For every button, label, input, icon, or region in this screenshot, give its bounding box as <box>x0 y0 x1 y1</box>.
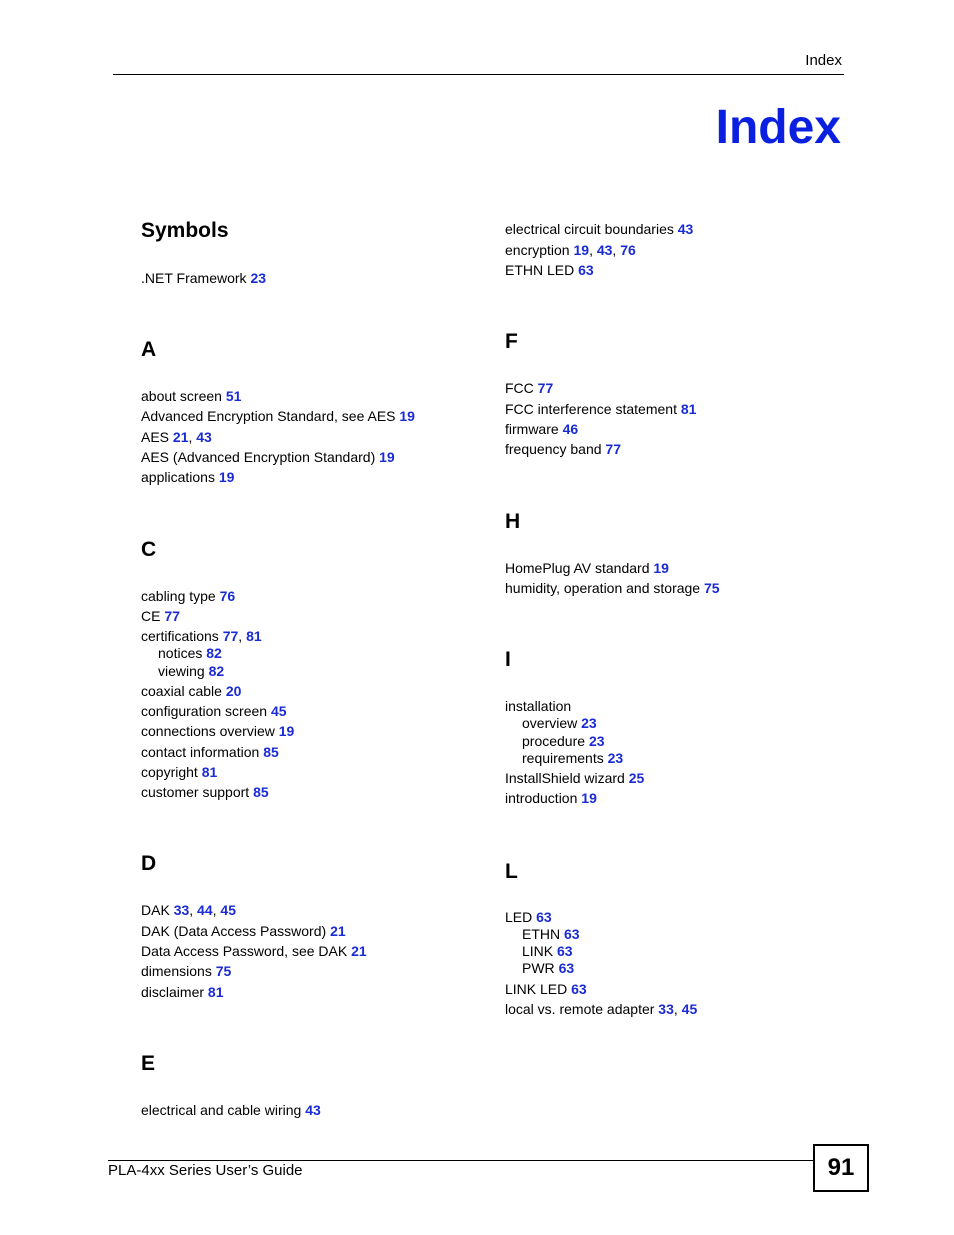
page-ref-link[interactable]: 43 <box>305 1102 321 1118</box>
page-ref-link[interactable]: 21 <box>351 943 367 959</box>
index-entry <box>141 703 287 720</box>
page-ref-link[interactable]: 63 <box>558 960 575 976</box>
index-entry <box>505 441 621 458</box>
page-ref-link[interactable]: 19 <box>573 242 590 258</box>
entry-term: electrical circuit boundaries <box>505 221 674 237</box>
entry-term: LINK <box>522 943 554 959</box>
entry-term: FCC <box>505 380 534 396</box>
page-ref-link[interactable]: 45 <box>220 902 236 918</box>
index-entry: local vs. remote adapter 33, 45 <box>505 1001 698 1017</box>
page-number: 91 <box>827 1154 855 1181</box>
page-ref-link[interactable]: 81 <box>207 984 224 1000</box>
page-ref-link[interactable]: 19 <box>581 790 597 806</box>
section-heading-d: D <box>141 852 157 875</box>
entry-term: dimensions <box>141 963 212 979</box>
entry-term: viewing <box>158 663 205 679</box>
entry-term: .NET Framework <box>141 270 247 286</box>
page-ref-link[interactable]: 19 <box>399 408 415 424</box>
section-heading-a: A <box>141 338 157 361</box>
index-entry <box>141 784 269 801</box>
footer-rule <box>108 1160 813 1161</box>
index-entry <box>141 388 241 405</box>
page-ref-link[interactable]: 45 <box>270 703 287 719</box>
index-entry <box>141 764 217 781</box>
index-entry <box>505 380 553 397</box>
entry-term: InstallShield wizard <box>505 770 625 786</box>
page-ref-link[interactable]: 77 <box>605 441 621 457</box>
page-ref-link[interactable]: 43 <box>596 242 613 258</box>
index-entry <box>505 909 552 926</box>
index-subentry <box>522 926 580 943</box>
index-entry <box>141 588 235 605</box>
page-ref-link[interactable]: 63 <box>578 262 594 278</box>
entry-term: FCC interference statement <box>505 401 677 417</box>
page-ref-link[interactable]: 23 <box>607 750 624 766</box>
index-entry: DAK 33, 44, 45 <box>141 902 236 918</box>
entry-term: overview <box>522 715 578 731</box>
page-ref-link[interactable]: 63 <box>564 926 580 942</box>
index-entry <box>141 449 395 466</box>
page-ref-link[interactable]: 33 <box>173 902 190 918</box>
index-entry <box>141 608 180 625</box>
index-entry <box>141 963 231 980</box>
section-heading-f: F <box>505 330 518 353</box>
entry-term: cabling type <box>141 588 216 604</box>
index-entry: certifications 77, 81 <box>141 628 262 644</box>
entry-term: firmware <box>505 421 559 437</box>
page-ref-link[interactable]: 76 <box>219 588 236 604</box>
entry-term: configuration screen <box>141 703 268 719</box>
index-entry <box>141 1102 321 1119</box>
page-ref-link[interactable]: 21 <box>330 923 346 939</box>
page-ref-link[interactable]: 46 <box>562 421 579 437</box>
page-ref-link[interactable]: 23 <box>581 715 597 731</box>
page-ref-link[interactable]: 25 <box>628 770 645 786</box>
section-heading-h: H <box>505 510 521 533</box>
section-heading-i: I <box>505 648 511 671</box>
index-entry <box>505 981 587 998</box>
page-number-box <box>813 1144 869 1192</box>
entry-term: connections overview <box>141 723 275 739</box>
page-ref-link[interactable]: 81 <box>201 764 218 780</box>
entry-term: certifications <box>141 628 219 644</box>
page-ref-link[interactable]: 23 <box>588 733 605 749</box>
entry-term: disclaimer <box>141 984 205 1000</box>
index-entry <box>505 790 597 807</box>
index-subentry <box>158 663 224 680</box>
entry-term: LINK LED <box>505 981 568 997</box>
page-ref-link[interactable]: 44 <box>197 902 213 918</box>
index-subentry <box>158 645 222 662</box>
page-ref-link[interactable]: 82 <box>208 663 225 679</box>
index-entry <box>505 560 669 577</box>
entry-term: ETHN LED <box>505 262 575 278</box>
page-ref-link[interactable]: 85 <box>253 784 269 800</box>
entry-term: DAK (Data Access Password) <box>141 923 327 939</box>
index-entry <box>141 270 266 287</box>
page-ref-link[interactable]: 51 <box>225 388 242 404</box>
index-entry <box>505 401 696 418</box>
entry-term: installation <box>505 698 572 714</box>
page-ref-link[interactable]: 21 <box>172 429 189 445</box>
page-ref-link[interactable]: 63 <box>536 909 552 925</box>
entry-term: local vs. remote adapter <box>505 1001 655 1017</box>
page-ref-link[interactable]: 77 <box>537 380 554 396</box>
index-entry <box>141 469 234 486</box>
page-ref-link[interactable]: 82 <box>206 645 222 661</box>
section-heading-symbols: Symbols <box>141 219 229 242</box>
entry-term: notices <box>158 645 203 661</box>
entry-term: encryption <box>505 242 570 258</box>
entry-term: customer support <box>141 784 250 800</box>
index-entry <box>505 580 720 597</box>
section-heading-e: E <box>141 1052 156 1075</box>
entry-term: Advanced Encryption Standard, see AES <box>141 408 396 424</box>
index-entry <box>141 723 294 740</box>
page-ref-link[interactable]: 85 <box>263 744 279 760</box>
entry-term: about screen <box>141 388 222 404</box>
page-ref-link[interactable]: 77 <box>164 608 180 624</box>
index-subentry <box>522 750 623 767</box>
entry-term: humidity, operation and storage <box>505 580 701 596</box>
page-ref-link[interactable]: 76 <box>620 242 636 258</box>
entry-term: procedure <box>522 733 586 749</box>
page-ref-link[interactable]: 20 <box>225 683 242 699</box>
index-entry: AES 21, 43 <box>141 429 212 445</box>
entry-term: coaxial cable <box>141 683 222 699</box>
entry-term: frequency band <box>505 441 602 457</box>
index-entry <box>141 984 223 1001</box>
page-ref-link[interactable]: 43 <box>196 429 212 445</box>
entry-term: PWR <box>522 960 555 976</box>
entry-term: requirements <box>522 750 604 766</box>
page-ref-link[interactable]: 19 <box>218 469 235 485</box>
page-ref-link[interactable]: 19 <box>653 560 669 576</box>
section-heading-l: L <box>505 860 518 883</box>
index-entry <box>505 770 644 787</box>
entry-term: copyright <box>141 764 198 780</box>
page-ref-link[interactable]: 19 <box>278 723 295 739</box>
footer-guide-title: PLA-4xx Series User’s Guide <box>108 1162 303 1179</box>
page-title: Index <box>715 101 841 154</box>
entry-term: HomePlug AV standard <box>505 560 650 576</box>
index-subentry <box>522 715 597 732</box>
entry-term: Data Access Password, see DAK <box>141 943 348 959</box>
page-ref-link[interactable]: 19 <box>379 449 395 465</box>
page-ref-link[interactable]: 77 <box>222 628 239 644</box>
index-entry <box>505 262 594 279</box>
index-entry <box>141 408 415 425</box>
page-ref-link[interactable]: 81 <box>680 401 697 417</box>
page-ref-link[interactable]: 23 <box>250 270 267 286</box>
index-entry <box>505 421 578 438</box>
index-entry <box>141 923 346 940</box>
index-entry <box>505 221 693 238</box>
page-ref-link[interactable]: 63 <box>557 943 573 959</box>
page-ref-link[interactable]: 75 <box>215 963 232 979</box>
page-ref-link[interactable]: 81 <box>246 628 262 644</box>
page-ref-link[interactable]: 63 <box>571 981 587 997</box>
index-entry <box>505 698 571 715</box>
entry-term: AES (Advanced Encryption Standard) <box>141 449 376 465</box>
index-subentry <box>522 943 573 960</box>
page-ref-link[interactable]: 45 <box>681 1001 698 1017</box>
entry-term: AES <box>141 429 170 445</box>
entry-term: DAK <box>141 902 170 918</box>
index-subentry <box>522 733 605 750</box>
header-rule <box>113 74 844 75</box>
entry-term: LED <box>505 909 533 925</box>
page-ref-link[interactable]: 33 <box>658 1001 674 1017</box>
running-header: Index <box>805 52 842 69</box>
entry-term: ETHN <box>522 926 561 942</box>
index-entry <box>141 943 367 960</box>
entry-term: contact information <box>141 744 260 760</box>
entry-term: CE <box>141 608 161 624</box>
entry-term: electrical and cable wiring <box>141 1102 302 1118</box>
page-ref-link[interactable]: 43 <box>677 221 694 237</box>
index-entry: encryption 19, 43, 76 <box>505 242 636 258</box>
index-entry <box>141 683 241 700</box>
index-subentry <box>522 960 574 977</box>
index-entry <box>141 744 279 761</box>
page-ref-link[interactable]: 75 <box>703 580 720 596</box>
entry-term: introduction <box>505 790 578 806</box>
entry-term: applications <box>141 469 215 485</box>
section-heading-c: C <box>141 538 157 561</box>
